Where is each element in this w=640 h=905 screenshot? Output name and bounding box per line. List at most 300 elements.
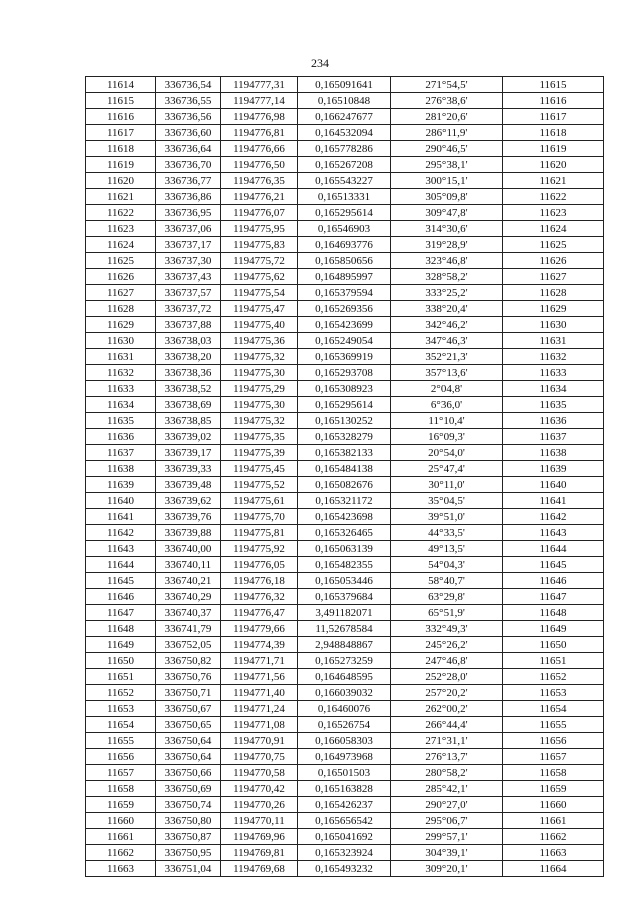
cell-x-coordinate: 336739,02 bbox=[156, 429, 221, 445]
cell-next-point-number: 11621 bbox=[503, 173, 604, 189]
cell-next-point-number: 11659 bbox=[503, 781, 604, 797]
cell-next-point-number: 11649 bbox=[503, 621, 604, 637]
cell-next-point-number: 11658 bbox=[503, 765, 604, 781]
table-row bbox=[86, 861, 604, 877]
cell-next-point-number: 11631 bbox=[503, 333, 604, 349]
table-row bbox=[86, 605, 604, 621]
table-row bbox=[86, 733, 604, 749]
cell-y-coordinate: 1194776,32 bbox=[221, 589, 298, 605]
cell-next-point-number: 11619 bbox=[503, 141, 604, 157]
cell-x-coordinate: 336750,95 bbox=[156, 845, 221, 861]
cell-next-point-number: 11654 bbox=[503, 701, 604, 717]
cell-point-number: 11646 bbox=[86, 589, 156, 605]
cell-distance: 0,165369919 bbox=[298, 349, 391, 365]
cell-distance: 11,52678584 bbox=[298, 621, 391, 637]
cell-distance: 0,165493232 bbox=[298, 861, 391, 877]
cell-x-coordinate: 336738,20 bbox=[156, 349, 221, 365]
table-row bbox=[86, 125, 604, 141]
cell-point-number: 11650 bbox=[86, 653, 156, 669]
cell-x-coordinate: 336750,67 bbox=[156, 701, 221, 717]
cell-point-number: 11641 bbox=[86, 509, 156, 525]
cell-point-number: 11643 bbox=[86, 541, 156, 557]
cell-point-number: 11635 bbox=[86, 413, 156, 429]
table-row bbox=[86, 205, 604, 221]
cell-x-coordinate: 336737,57 bbox=[156, 285, 221, 301]
cell-y-coordinate: 1194775,40 bbox=[221, 317, 298, 333]
cell-direction-angle: 247°46,8' bbox=[391, 653, 503, 669]
cell-x-coordinate: 336736,55 bbox=[156, 93, 221, 109]
cell-distance: 0,165423699 bbox=[298, 317, 391, 333]
cell-distance: 0,164973968 bbox=[298, 749, 391, 765]
cell-x-coordinate: 336736,95 bbox=[156, 205, 221, 221]
cell-point-number: 11662 bbox=[86, 845, 156, 861]
table-row bbox=[86, 525, 604, 541]
cell-point-number: 11637 bbox=[86, 445, 156, 461]
cell-next-point-number: 11647 bbox=[503, 589, 604, 605]
cell-distance: 0,165778286 bbox=[298, 141, 391, 157]
cell-next-point-number: 11615 bbox=[503, 77, 604, 93]
cell-next-point-number: 11622 bbox=[503, 189, 604, 205]
cell-distance: 0,165484138 bbox=[298, 461, 391, 477]
cell-distance: 0,165273259 bbox=[298, 653, 391, 669]
cell-next-point-number: 11641 bbox=[503, 493, 604, 509]
cell-point-number: 11656 bbox=[86, 749, 156, 765]
cell-distance: 0,165543227 bbox=[298, 173, 391, 189]
cell-y-coordinate: 1194769,96 bbox=[221, 829, 298, 845]
cell-point-number: 11663 bbox=[86, 861, 156, 877]
cell-point-number: 11638 bbox=[86, 461, 156, 477]
cell-x-coordinate: 336740,11 bbox=[156, 557, 221, 573]
cell-point-number: 11644 bbox=[86, 557, 156, 573]
cell-direction-angle: 266°44,4' bbox=[391, 717, 503, 733]
cell-x-coordinate: 336736,56 bbox=[156, 109, 221, 125]
cell-distance: 0,165063139 bbox=[298, 541, 391, 557]
cell-distance: 0,165382133 bbox=[298, 445, 391, 461]
cell-next-point-number: 11643 bbox=[503, 525, 604, 541]
cell-direction-angle: 352°21,3' bbox=[391, 349, 503, 365]
cell-distance: 0,16546903 bbox=[298, 221, 391, 237]
cell-y-coordinate: 1194776,21 bbox=[221, 189, 298, 205]
table-row bbox=[86, 637, 604, 653]
cell-point-number: 11653 bbox=[86, 701, 156, 717]
cell-next-point-number: 11633 bbox=[503, 365, 604, 381]
cell-distance: 0,165295614 bbox=[298, 397, 391, 413]
cell-distance: 0,165328279 bbox=[298, 429, 391, 445]
cell-x-coordinate: 336738,03 bbox=[156, 333, 221, 349]
cell-x-coordinate: 336740,29 bbox=[156, 589, 221, 605]
cell-direction-angle: 63°29,8' bbox=[391, 589, 503, 605]
table-row bbox=[86, 749, 604, 765]
cell-point-number: 11642 bbox=[86, 525, 156, 541]
cell-y-coordinate: 1194775,30 bbox=[221, 365, 298, 381]
cell-direction-angle: 333°25,2' bbox=[391, 285, 503, 301]
table-row bbox=[86, 269, 604, 285]
cell-direction-angle: 20°54,0' bbox=[391, 445, 503, 461]
cell-direction-angle: 300°15,1' bbox=[391, 173, 503, 189]
table-row bbox=[86, 173, 604, 189]
cell-y-coordinate: 1194770,42 bbox=[221, 781, 298, 797]
cell-x-coordinate: 336736,86 bbox=[156, 189, 221, 205]
table-row bbox=[86, 477, 604, 493]
cell-y-coordinate: 1194775,92 bbox=[221, 541, 298, 557]
table-row bbox=[86, 717, 604, 733]
cell-direction-angle: 304°39,1' bbox=[391, 845, 503, 861]
table-row bbox=[86, 461, 604, 477]
cell-distance: 0,165656542 bbox=[298, 813, 391, 829]
table-row bbox=[86, 557, 604, 573]
cell-distance: 0,165293708 bbox=[298, 365, 391, 381]
cell-next-point-number: 11630 bbox=[503, 317, 604, 333]
cell-direction-angle: 65°51,9' bbox=[391, 605, 503, 621]
cell-direction-angle: 271°54,5' bbox=[391, 77, 503, 93]
cell-point-number: 11627 bbox=[86, 285, 156, 301]
cell-y-coordinate: 1194771,71 bbox=[221, 653, 298, 669]
cell-x-coordinate: 336738,36 bbox=[156, 365, 221, 381]
cell-x-coordinate: 336737,88 bbox=[156, 317, 221, 333]
cell-x-coordinate: 336736,64 bbox=[156, 141, 221, 157]
cell-x-coordinate: 336741,79 bbox=[156, 621, 221, 637]
cell-y-coordinate: 1194776,35 bbox=[221, 173, 298, 189]
cell-x-coordinate: 336750,76 bbox=[156, 669, 221, 685]
cell-distance: 0,165082676 bbox=[298, 477, 391, 493]
cell-x-coordinate: 336739,48 bbox=[156, 477, 221, 493]
cell-y-coordinate: 1194775,62 bbox=[221, 269, 298, 285]
cell-direction-angle: 257°20,2' bbox=[391, 685, 503, 701]
cell-direction-angle: 342°46,2' bbox=[391, 317, 503, 333]
cell-y-coordinate: 1194776,47 bbox=[221, 605, 298, 621]
cell-y-coordinate: 1194776,07 bbox=[221, 205, 298, 221]
cell-y-coordinate: 1194777,31 bbox=[221, 77, 298, 93]
cell-direction-angle: 54°04,3' bbox=[391, 557, 503, 573]
cell-y-coordinate: 1194769,68 bbox=[221, 861, 298, 877]
cell-next-point-number: 11639 bbox=[503, 461, 604, 477]
cell-y-coordinate: 1194775,30 bbox=[221, 397, 298, 413]
cell-direction-angle: 299°57,1' bbox=[391, 829, 503, 845]
cell-point-number: 11645 bbox=[86, 573, 156, 589]
cell-y-coordinate: 1194770,58 bbox=[221, 765, 298, 781]
cell-point-number: 11651 bbox=[86, 669, 156, 685]
cell-distance: 0,164532094 bbox=[298, 125, 391, 141]
cell-point-number: 11631 bbox=[86, 349, 156, 365]
table-row bbox=[86, 189, 604, 205]
table-row bbox=[86, 349, 604, 365]
table-row bbox=[86, 157, 604, 173]
cell-next-point-number: 11650 bbox=[503, 637, 604, 653]
cell-x-coordinate: 336737,30 bbox=[156, 253, 221, 269]
cell-next-point-number: 11651 bbox=[503, 653, 604, 669]
cell-next-point-number: 11627 bbox=[503, 269, 604, 285]
cell-direction-angle: 58°40,7' bbox=[391, 573, 503, 589]
cell-y-coordinate: 1194775,29 bbox=[221, 381, 298, 397]
cell-x-coordinate: 336750,87 bbox=[156, 829, 221, 845]
cell-y-coordinate: 1194775,72 bbox=[221, 253, 298, 269]
cell-next-point-number: 11635 bbox=[503, 397, 604, 413]
table-row bbox=[86, 765, 604, 781]
cell-y-coordinate: 1194771,08 bbox=[221, 717, 298, 733]
cell-distance: 0,164895997 bbox=[298, 269, 391, 285]
cell-point-number: 11626 bbox=[86, 269, 156, 285]
cell-y-coordinate: 1194779,66 bbox=[221, 621, 298, 637]
cell-y-coordinate: 1194775,36 bbox=[221, 333, 298, 349]
cell-point-number: 11640 bbox=[86, 493, 156, 509]
cell-x-coordinate: 336740,00 bbox=[156, 541, 221, 557]
table-row bbox=[86, 685, 604, 701]
table-row bbox=[86, 317, 604, 333]
cell-y-coordinate: 1194775,47 bbox=[221, 301, 298, 317]
cell-direction-angle: 276°13,7' bbox=[391, 749, 503, 765]
table-row bbox=[86, 285, 604, 301]
cell-next-point-number: 11640 bbox=[503, 477, 604, 493]
cell-distance: 0,165379594 bbox=[298, 285, 391, 301]
cell-direction-angle: 6°36,0' bbox=[391, 397, 503, 413]
cell-x-coordinate: 336736,54 bbox=[156, 77, 221, 93]
cell-next-point-number: 11655 bbox=[503, 717, 604, 733]
table-row bbox=[86, 813, 604, 829]
cell-next-point-number: 11634 bbox=[503, 381, 604, 397]
cell-direction-angle: 314°30,6' bbox=[391, 221, 503, 237]
table-row bbox=[86, 381, 604, 397]
cell-point-number: 11618 bbox=[86, 141, 156, 157]
cell-y-coordinate: 1194775,70 bbox=[221, 509, 298, 525]
cell-distance: 0,165163828 bbox=[298, 781, 391, 797]
cell-y-coordinate: 1194775,54 bbox=[221, 285, 298, 301]
table-row bbox=[86, 829, 604, 845]
cell-distance: 0,166058303 bbox=[298, 733, 391, 749]
cell-y-coordinate: 1194776,98 bbox=[221, 109, 298, 125]
table-row bbox=[86, 397, 604, 413]
cell-direction-angle: 2°04,8' bbox=[391, 381, 503, 397]
cell-x-coordinate: 336739,76 bbox=[156, 509, 221, 525]
cell-x-coordinate: 336736,77 bbox=[156, 173, 221, 189]
cell-direction-angle: 323°46,8' bbox=[391, 253, 503, 269]
cell-next-point-number: 11642 bbox=[503, 509, 604, 525]
cell-x-coordinate: 336750,71 bbox=[156, 685, 221, 701]
cell-y-coordinate: 1194775,81 bbox=[221, 525, 298, 541]
cell-point-number: 11654 bbox=[86, 717, 156, 733]
cell-direction-angle: 295°06,7' bbox=[391, 813, 503, 829]
cell-y-coordinate: 1194774,39 bbox=[221, 637, 298, 653]
cell-direction-angle: 309°20,1' bbox=[391, 861, 503, 877]
cell-distance: 0,165323924 bbox=[298, 845, 391, 861]
cell-direction-angle: 285°42,1' bbox=[391, 781, 503, 797]
cell-x-coordinate: 336739,62 bbox=[156, 493, 221, 509]
cell-x-coordinate: 336739,88 bbox=[156, 525, 221, 541]
cell-y-coordinate: 1194771,24 bbox=[221, 701, 298, 717]
cell-y-coordinate: 1194777,14 bbox=[221, 93, 298, 109]
cell-distance: 0,16513331 bbox=[298, 189, 391, 205]
cell-distance: 0,165379684 bbox=[298, 589, 391, 605]
cell-direction-angle: 357°13,6' bbox=[391, 365, 503, 381]
cell-point-number: 11648 bbox=[86, 621, 156, 637]
table-body bbox=[86, 77, 604, 877]
cell-y-coordinate: 1194776,66 bbox=[221, 141, 298, 157]
cell-distance: 0,165267208 bbox=[298, 157, 391, 173]
cell-next-point-number: 11644 bbox=[503, 541, 604, 557]
cell-next-point-number: 11638 bbox=[503, 445, 604, 461]
cell-point-number: 11655 bbox=[86, 733, 156, 749]
cell-distance: 3,491182071 bbox=[298, 605, 391, 621]
table-row bbox=[86, 621, 604, 637]
cell-distance: 0,166247677 bbox=[298, 109, 391, 125]
cell-direction-angle: 332°49,3' bbox=[391, 621, 503, 637]
cell-x-coordinate: 336736,70 bbox=[156, 157, 221, 173]
table-row bbox=[86, 445, 604, 461]
cell-distance: 0,165130252 bbox=[298, 413, 391, 429]
cell-point-number: 11622 bbox=[86, 205, 156, 221]
table-row bbox=[86, 845, 604, 861]
cell-next-point-number: 11660 bbox=[503, 797, 604, 813]
cell-distance: 0,16501503 bbox=[298, 765, 391, 781]
cell-distance: 0,16460076 bbox=[298, 701, 391, 717]
cell-next-point-number: 11629 bbox=[503, 301, 604, 317]
cell-x-coordinate: 336750,80 bbox=[156, 813, 221, 829]
cell-direction-angle: 11°10,4' bbox=[391, 413, 503, 429]
cell-direction-angle: 295°38,1' bbox=[391, 157, 503, 173]
cell-y-coordinate: 1194771,40 bbox=[221, 685, 298, 701]
cell-point-number: 11619 bbox=[86, 157, 156, 173]
cell-next-point-number: 11618 bbox=[503, 125, 604, 141]
cell-y-coordinate: 1194769,81 bbox=[221, 845, 298, 861]
cell-y-coordinate: 1194775,61 bbox=[221, 493, 298, 509]
table-row bbox=[86, 333, 604, 349]
cell-next-point-number: 11620 bbox=[503, 157, 604, 173]
cell-point-number: 11649 bbox=[86, 637, 156, 653]
cell-distance: 0,165249054 bbox=[298, 333, 391, 349]
cell-y-coordinate: 1194770,91 bbox=[221, 733, 298, 749]
cell-distance: 0,16510848 bbox=[298, 93, 391, 109]
table-row bbox=[86, 301, 604, 317]
cell-point-number: 11628 bbox=[86, 301, 156, 317]
cell-x-coordinate: 336739,17 bbox=[156, 445, 221, 461]
cell-next-point-number: 11656 bbox=[503, 733, 604, 749]
cell-distance: 0,165091641 bbox=[298, 77, 391, 93]
cell-next-point-number: 11632 bbox=[503, 349, 604, 365]
cell-x-coordinate: 336738,69 bbox=[156, 397, 221, 413]
cell-direction-angle: 281°20,6' bbox=[391, 109, 503, 125]
cell-distance: 0,165053446 bbox=[298, 573, 391, 589]
cell-next-point-number: 11661 bbox=[503, 813, 604, 829]
table-row bbox=[86, 429, 604, 445]
cell-point-number: 11621 bbox=[86, 189, 156, 205]
cell-distance: 0,16526754 bbox=[298, 717, 391, 733]
cell-distance: 0,165482355 bbox=[298, 557, 391, 573]
cell-point-number: 11623 bbox=[86, 221, 156, 237]
cell-direction-angle: 305°09,8' bbox=[391, 189, 503, 205]
cell-direction-angle: 347°46,3' bbox=[391, 333, 503, 349]
table-row bbox=[86, 509, 604, 525]
cell-point-number: 11633 bbox=[86, 381, 156, 397]
cell-next-point-number: 11636 bbox=[503, 413, 604, 429]
cell-point-number: 11617 bbox=[86, 125, 156, 141]
cell-direction-angle: 290°46,5' bbox=[391, 141, 503, 157]
cell-direction-angle: 245°26,2' bbox=[391, 637, 503, 653]
cell-x-coordinate: 336750,66 bbox=[156, 765, 221, 781]
cell-x-coordinate: 336750,82 bbox=[156, 653, 221, 669]
cell-point-number: 11632 bbox=[86, 365, 156, 381]
cell-point-number: 11614 bbox=[86, 77, 156, 93]
cell-direction-angle: 25°47,4' bbox=[391, 461, 503, 477]
cell-distance: 0,165295614 bbox=[298, 205, 391, 221]
cell-direction-angle: 16°09,3' bbox=[391, 429, 503, 445]
table-row bbox=[86, 237, 604, 253]
cell-distance: 0,164693776 bbox=[298, 237, 391, 253]
cell-next-point-number: 11653 bbox=[503, 685, 604, 701]
cell-direction-angle: 309°47,8' bbox=[391, 205, 503, 221]
cell-y-coordinate: 1194776,50 bbox=[221, 157, 298, 173]
cell-x-coordinate: 336740,37 bbox=[156, 605, 221, 621]
cell-point-number: 11629 bbox=[86, 317, 156, 333]
cell-direction-angle: 35°04,5' bbox=[391, 493, 503, 509]
cell-y-coordinate: 1194776,81 bbox=[221, 125, 298, 141]
cell-direction-angle: 44°33,5' bbox=[391, 525, 503, 541]
cell-y-coordinate: 1194770,75 bbox=[221, 749, 298, 765]
cell-y-coordinate: 1194775,32 bbox=[221, 413, 298, 429]
cell-point-number: 11657 bbox=[86, 765, 156, 781]
cell-direction-angle: 39°51,0' bbox=[391, 509, 503, 525]
cell-distance: 0,165321172 bbox=[298, 493, 391, 509]
cell-next-point-number: 11617 bbox=[503, 109, 604, 125]
table-row bbox=[86, 77, 604, 93]
cell-distance: 2,948848867 bbox=[298, 637, 391, 653]
table-row bbox=[86, 653, 604, 669]
cell-direction-angle: 252°28,0' bbox=[391, 669, 503, 685]
table-row bbox=[86, 365, 604, 381]
table-row bbox=[86, 93, 604, 109]
cell-x-coordinate: 336737,06 bbox=[156, 221, 221, 237]
cell-point-number: 11615 bbox=[86, 93, 156, 109]
cell-y-coordinate: 1194770,26 bbox=[221, 797, 298, 813]
table-row bbox=[86, 797, 604, 813]
coordinates-table bbox=[85, 76, 604, 877]
cell-distance: 0,165850656 bbox=[298, 253, 391, 269]
cell-point-number: 11652 bbox=[86, 685, 156, 701]
cell-distance: 0,164648595 bbox=[298, 669, 391, 685]
cell-point-number: 11616 bbox=[86, 109, 156, 125]
cell-next-point-number: 11623 bbox=[503, 205, 604, 221]
table-row bbox=[86, 589, 604, 605]
table-row bbox=[86, 493, 604, 509]
cell-x-coordinate: 336737,72 bbox=[156, 301, 221, 317]
table-row bbox=[86, 573, 604, 589]
cell-x-coordinate: 336739,33 bbox=[156, 461, 221, 477]
cell-next-point-number: 11616 bbox=[503, 93, 604, 109]
table-row bbox=[86, 413, 604, 429]
cell-next-point-number: 11664 bbox=[503, 861, 604, 877]
cell-y-coordinate: 1194771,56 bbox=[221, 669, 298, 685]
cell-next-point-number: 11648 bbox=[503, 605, 604, 621]
page-number: 234 bbox=[311, 56, 329, 70]
cell-direction-angle: 30°11,0' bbox=[391, 477, 503, 493]
cell-x-coordinate: 336737,17 bbox=[156, 237, 221, 253]
cell-direction-angle: 286°11,9' bbox=[391, 125, 503, 141]
cell-point-number: 11630 bbox=[86, 333, 156, 349]
cell-point-number: 11661 bbox=[86, 829, 156, 845]
cell-x-coordinate: 336740,21 bbox=[156, 573, 221, 589]
cell-distance: 0,165326465 bbox=[298, 525, 391, 541]
cell-y-coordinate: 1194775,32 bbox=[221, 349, 298, 365]
cell-y-coordinate: 1194775,95 bbox=[221, 221, 298, 237]
cell-x-coordinate: 336750,69 bbox=[156, 781, 221, 797]
cell-x-coordinate: 336750,64 bbox=[156, 733, 221, 749]
cell-point-number: 11660 bbox=[86, 813, 156, 829]
cell-y-coordinate: 1194775,83 bbox=[221, 237, 298, 253]
cell-point-number: 11624 bbox=[86, 237, 156, 253]
cell-next-point-number: 11628 bbox=[503, 285, 604, 301]
table-row bbox=[86, 781, 604, 797]
cell-next-point-number: 11652 bbox=[503, 669, 604, 685]
cell-x-coordinate: 336736,60 bbox=[156, 125, 221, 141]
cell-direction-angle: 262°00,2' bbox=[391, 701, 503, 717]
